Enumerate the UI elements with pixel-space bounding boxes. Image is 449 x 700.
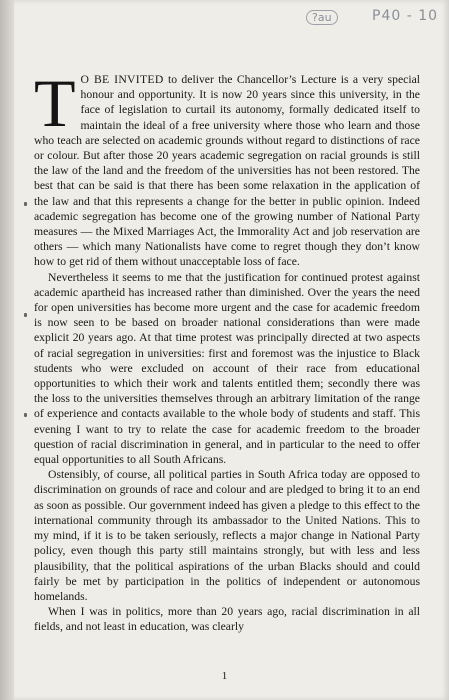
handwritten-circled-note: ?au — [306, 10, 338, 25]
page-number: 1 — [221, 670, 228, 682]
paragraph-4: When I was in politics, more than 20 years ago, racial discrimination in all fields, and not least in education, was clearly — [34, 605, 420, 634]
margin-mark — [24, 413, 27, 417]
handwritten-page-code: P40 - 10 — [372, 8, 439, 24]
opening-words: O BE INVITED — [80, 73, 164, 86]
paragraph-3: Ostensibly, of course, all political parties in South Africa today are opposed to discrimination on grounds of race and colour and are pledged to bring it to an end as soon as possible. Our government indeed has given a pledge to this effect to the international community through its ambassador to the United Nations. This to my mind, if it is to be taken seriously, reflects a major change in National Party policy, even though this party still maintains strongly, but with less and less plausibility, that the political aspirations of the urban Blacks should and could fairly be met by participation in the politics of independent or autonomous homelands. — [34, 468, 420, 603]
margin-mark — [24, 202, 27, 206]
paragraph-1 — [34, 65, 421, 270]
margin-mark — [24, 313, 27, 317]
drop-cap: T — [34, 65, 76, 141]
paragraph-2: Nevertheless it seems to me that the justification for continued protest against academic apartheid has increased rather than diminished. Over the years the need for open universities has become more urgent and the case for academic freedom is now seen to be based on broader national considerations than were made explicit 20 years ago. At that time protest was principally directed at two aspects of racial segregation in universities: first and foremost was the injustice to Black students who were excluded on account of their race from educational opportunities to which their work and talents entitled them; secondly there was the loss to the universities themselves through an arbitrary limitation of the range of experience and contacts available to the whole body of students and staff. This evening I want to try to relate the case for academic freedom to the broader question of racial discrimination in general, and in particular to the need to offer equal opportunities to all South Africans. — [34, 270, 420, 467]
lecture-body — [34, 65, 421, 635]
paragraph-1-text: to deliver the Chancellor’s Lecture is a very special honour and opportunity. It is now 20 years since this university, in the face of legislation to curtail its autonomy, formally dedicated itself to maintain the ideal of a free university where those who learn and those who teach are selected on academic grounds without regard to distinctions of race or colour. But after those 20 years academic segregation on racial grounds is still the law of the land and the freedom of the universities has not been restored. The best that can be said is that there has been some relaxation in the application of the law and that this represents a change for the better in public opinion. Indeed academic segregation has become one of the growing number of National Party measures — the Mixed Marriages Act, the Immorality Act and job reservation are others — which many Nationalists have come to regret though they don’t know how to get rid of them without unacceptable loss of face. — [34, 73, 421, 269]
